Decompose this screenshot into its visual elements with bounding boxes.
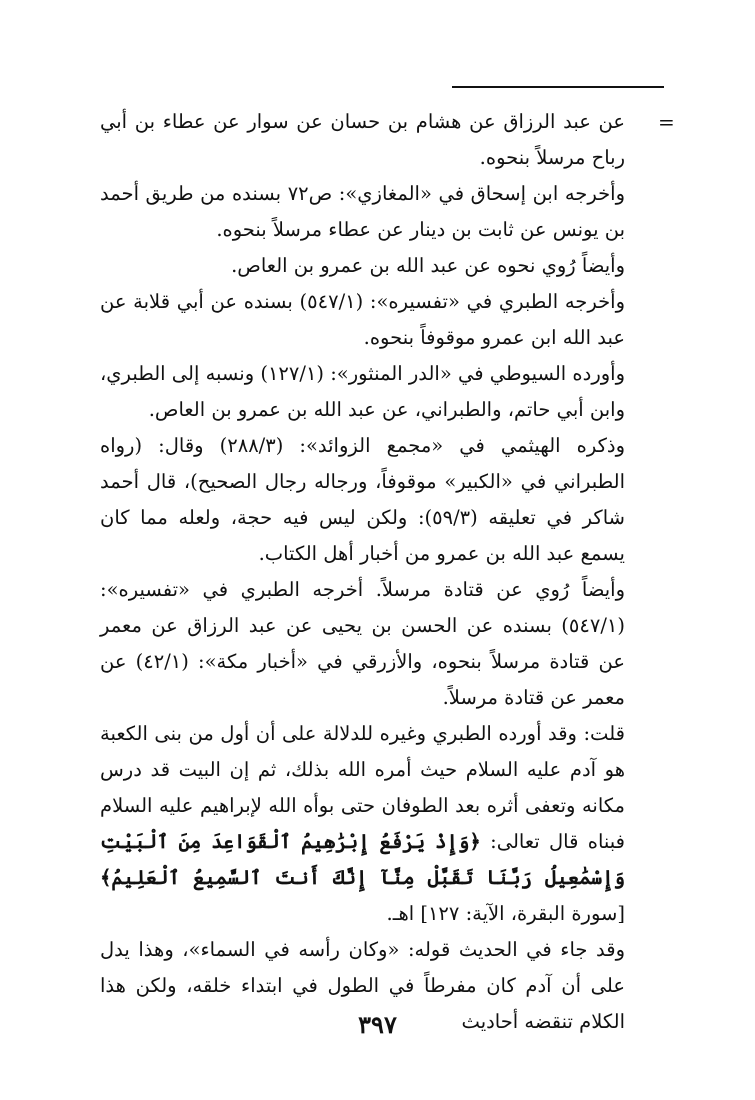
footnote-text [100, 104, 625, 1040]
paragraph: وأخرجه ابن إسحاق في «المغازي»: ص٧٢ بسنده من طريق أحمد بن يونس عن ثابت بن دينار عن عطاء مرسلاً بنحوه. [100, 182, 625, 241]
paragraph: وأورده السيوطي في «الدر المنثور»: (١٢٧/١) ونسبه إلى الطبري، وابن أبي حاتم، والطبراني، عن عبد الله بن عمرو بن العاص. [100, 362, 625, 421]
page-number: ٣٩٧ [358, 1010, 397, 1039]
paragraph: وأيضاً رُوي عن قتادة مرسلاً. أخرجه الطبري في «تفسيره»: (٥٤٧/١) بسنده عن الحسن بن يحيى عن عبد الرزاق عن معمر عن قتادة مرسلاً بنحوه، والأزرقي في «أخبار مكة»: (٤٢/١) عن معمر عن قتادة مرسلاً. [100, 578, 625, 709]
paragraph: وأيضاً رُوي نحوه عن عبد الله بن عمرو بن العاص. [231, 254, 625, 277]
continuation-mark: = [658, 110, 675, 134]
footnote-separator-rule [452, 86, 664, 88]
paragraph-qult [100, 716, 625, 932]
qult-text: قلت: وقد أورده الطبري وغيره للدلالة على أن أول من بنى الكعبة هو آدم عليه السلام حيث أمره الله بذلك، ثم إن البيت قد درس مكانه وتعفى أثره بعد الطوفان حتى بوأه الله لإبراهيم عليه السلام فبناه قال تعالى: [100, 722, 625, 853]
paragraph: وذكره الهيثمي في «مجمع الزوائد»: (٢٨٨/٣) وقال: (رواه الطبراني في «الكبير» موقوفاً، ورجاله رجال الصحيح)، قال أحمد شاكر في تعليقه (٥٩/٣): ولكن ليس فيه حجة، ولعله مما كان يسمع عبد الله بن عمرو من أخبار أهل الكتاب. [100, 434, 625, 565]
paragraph: وقد جاء في الحديث قوله: «وكان رأسه في السماء»، وهذا يدل على أن آدم كان مفرطاً في الطول في ابتداء خلقه، ولكن هذا الكلام تنقضه أحاديث [100, 938, 625, 1033]
verse-reference: [سورة البقرة، الآية: ١٢٧] اهـ. [386, 902, 625, 925]
quran-verse: ﴿وَإِذْ يَرْفَعُ إِبْرَٰهِيمُ ٱلْقَوَاعِدَ مِنَ ٱلْبَيْتِ وَإِسْمَٰعِيلُ رَبَّنَا تَقَبَّلْ مِنَّآ إِنَّكَ أَنتَ ٱلسَّمِيعُ ٱلْعَلِيمُ﴾ [100, 830, 625, 889]
paragraph: عن عبد الرزاق عن هشام بن حسان عن سوار عن عطاء بن أبي رباح مرسلاً بنحوه. [100, 110, 625, 169]
paragraph: وأخرجه الطبري في «تفسيره»: (٥٤٧/١) بسنده عن أبي قلابة عن عبد الله ابن عمرو موقوفاً بنحوه. [100, 290, 625, 349]
